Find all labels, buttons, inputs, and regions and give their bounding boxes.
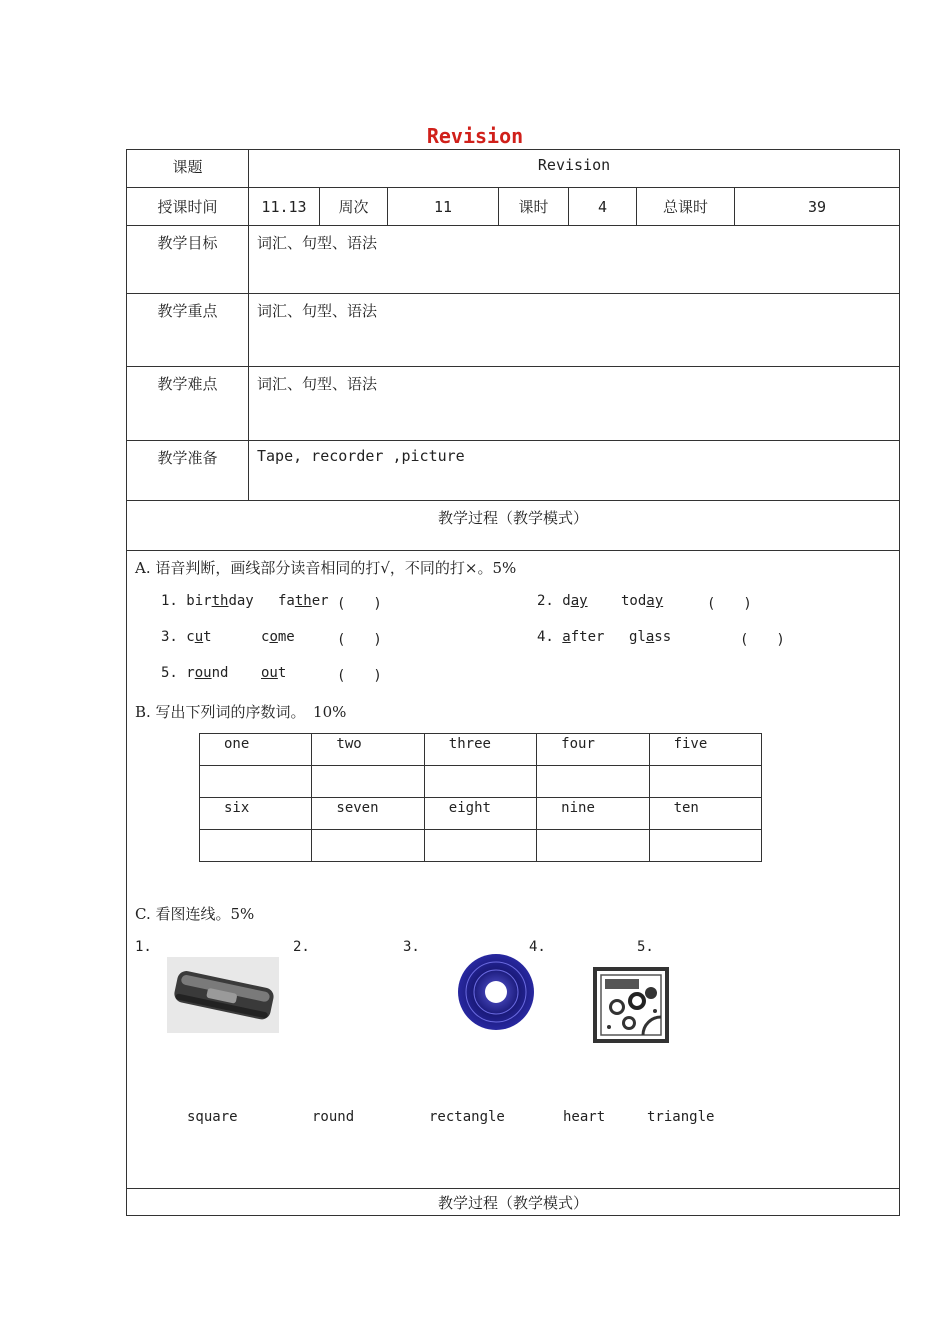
- shape-word-rectangle: rectangle: [429, 1109, 505, 1125]
- ordinal-answer-cell[interactable]: [649, 830, 761, 862]
- section-a-heading: A. 语音判断，画线部分读音相同的打√，不同的打×。5%: [135, 559, 517, 577]
- ordinal-word: seven: [312, 798, 424, 830]
- total-value: 39: [735, 188, 900, 226]
- ordinal-answer-cell[interactable]: [312, 766, 424, 798]
- picture-number-1: 1.: [135, 939, 152, 955]
- ordinal-table: [199, 733, 762, 862]
- answer-paren-5[interactable]: ( ): [337, 668, 382, 684]
- process-footer: 教学过程（教学模式）: [127, 1189, 900, 1216]
- process-header: 教学过程（教学模式）: [127, 501, 900, 551]
- exercise-area: [127, 551, 900, 1189]
- phonics-item-3-word2: come: [261, 629, 295, 645]
- answer-paren-1[interactable]: ( ): [337, 596, 382, 612]
- ordinal-answer-cell[interactable]: [200, 830, 312, 862]
- section-b-heading: B. 写出下列词的序数词。 10%: [135, 703, 347, 721]
- shape-word-round: round: [312, 1109, 355, 1125]
- phonics-item-2-word2: today: [621, 593, 664, 609]
- picture-number-4: 4.: [529, 939, 546, 955]
- handkerchief-picture: [593, 967, 669, 1043]
- phonics-item-5-word2: out: [261, 665, 287, 681]
- phonics-item-1-word2: father: [278, 593, 329, 609]
- period-label: 课时: [499, 188, 569, 226]
- goal-value: 词汇、句型、语法: [249, 226, 900, 294]
- picture-number-5: 5.: [637, 939, 654, 955]
- shape-word-heart: heart: [563, 1109, 606, 1125]
- ordinal-answer-cell[interactable]: [200, 766, 312, 798]
- time-value: 11.13: [249, 188, 320, 226]
- ordinal-word: one: [200, 734, 312, 766]
- picture-number-3: 3.: [403, 939, 420, 955]
- ordinal-answer-cell[interactable]: [424, 830, 536, 862]
- cd-disc-picture: [457, 953, 535, 1031]
- answer-paren-2[interactable]: ( ): [707, 596, 752, 612]
- answer-paren-4[interactable]: ( ): [740, 632, 785, 648]
- ordinal-answer-cell[interactable]: [537, 766, 649, 798]
- key-label: 教学重点: [127, 294, 249, 367]
- ordinal-answer-cell[interactable]: [649, 766, 761, 798]
- prep-value: Tape, recorder ,picture: [249, 441, 900, 501]
- time-label: 授课时间: [127, 188, 249, 226]
- picture-number-2: 2.: [293, 939, 310, 955]
- pencil-case-picture: [167, 957, 279, 1033]
- phonics-item-5: 5. round: [161, 665, 229, 681]
- difficulty-value: 词汇、句型、语法: [249, 367, 900, 441]
- ordinal-word: four: [537, 734, 649, 766]
- section-c-heading: C. 看图连线。5%: [135, 905, 255, 923]
- ordinal-word: two: [312, 734, 424, 766]
- difficulty-label: 教学难点: [127, 367, 249, 441]
- shape-word-triangle: triangle: [647, 1109, 715, 1125]
- phonics-item-4-word2: glass: [629, 629, 672, 645]
- ordinal-answer-cell[interactable]: [537, 830, 649, 862]
- answer-paren-3[interactable]: ( ): [337, 632, 382, 648]
- week-label: 周次: [320, 188, 388, 226]
- lesson-plan-table: [126, 149, 900, 1216]
- ordinal-answer-cell[interactable]: [424, 766, 536, 798]
- ordinal-answer-cell[interactable]: [312, 830, 424, 862]
- topic-label: 课题: [127, 150, 249, 188]
- phonics-item-2: 2. day: [537, 593, 588, 609]
- phonics-item-1: 1. birthday: [161, 593, 254, 609]
- total-label: 总课时: [637, 188, 735, 226]
- ordinal-word: nine: [537, 798, 649, 830]
- page-title: Revision: [426, 124, 524, 148]
- goal-label: 教学目标: [127, 226, 249, 294]
- ordinal-word: three: [424, 734, 536, 766]
- ordinal-word: five: [649, 734, 761, 766]
- shape-word-square: square: [187, 1109, 238, 1125]
- ordinal-word: six: [200, 798, 312, 830]
- period-value: 4: [569, 188, 637, 226]
- week-value: 11: [388, 188, 499, 226]
- key-value: 词汇、句型、语法: [249, 294, 900, 367]
- topic-value: Revision: [249, 150, 900, 188]
- phonics-item-3: 3. cut: [161, 629, 212, 645]
- phonics-item-4: 4. after: [537, 629, 605, 645]
- prep-label: 教学准备: [127, 441, 249, 501]
- ordinal-word: eight: [424, 798, 536, 830]
- ordinal-word: ten: [649, 798, 761, 830]
